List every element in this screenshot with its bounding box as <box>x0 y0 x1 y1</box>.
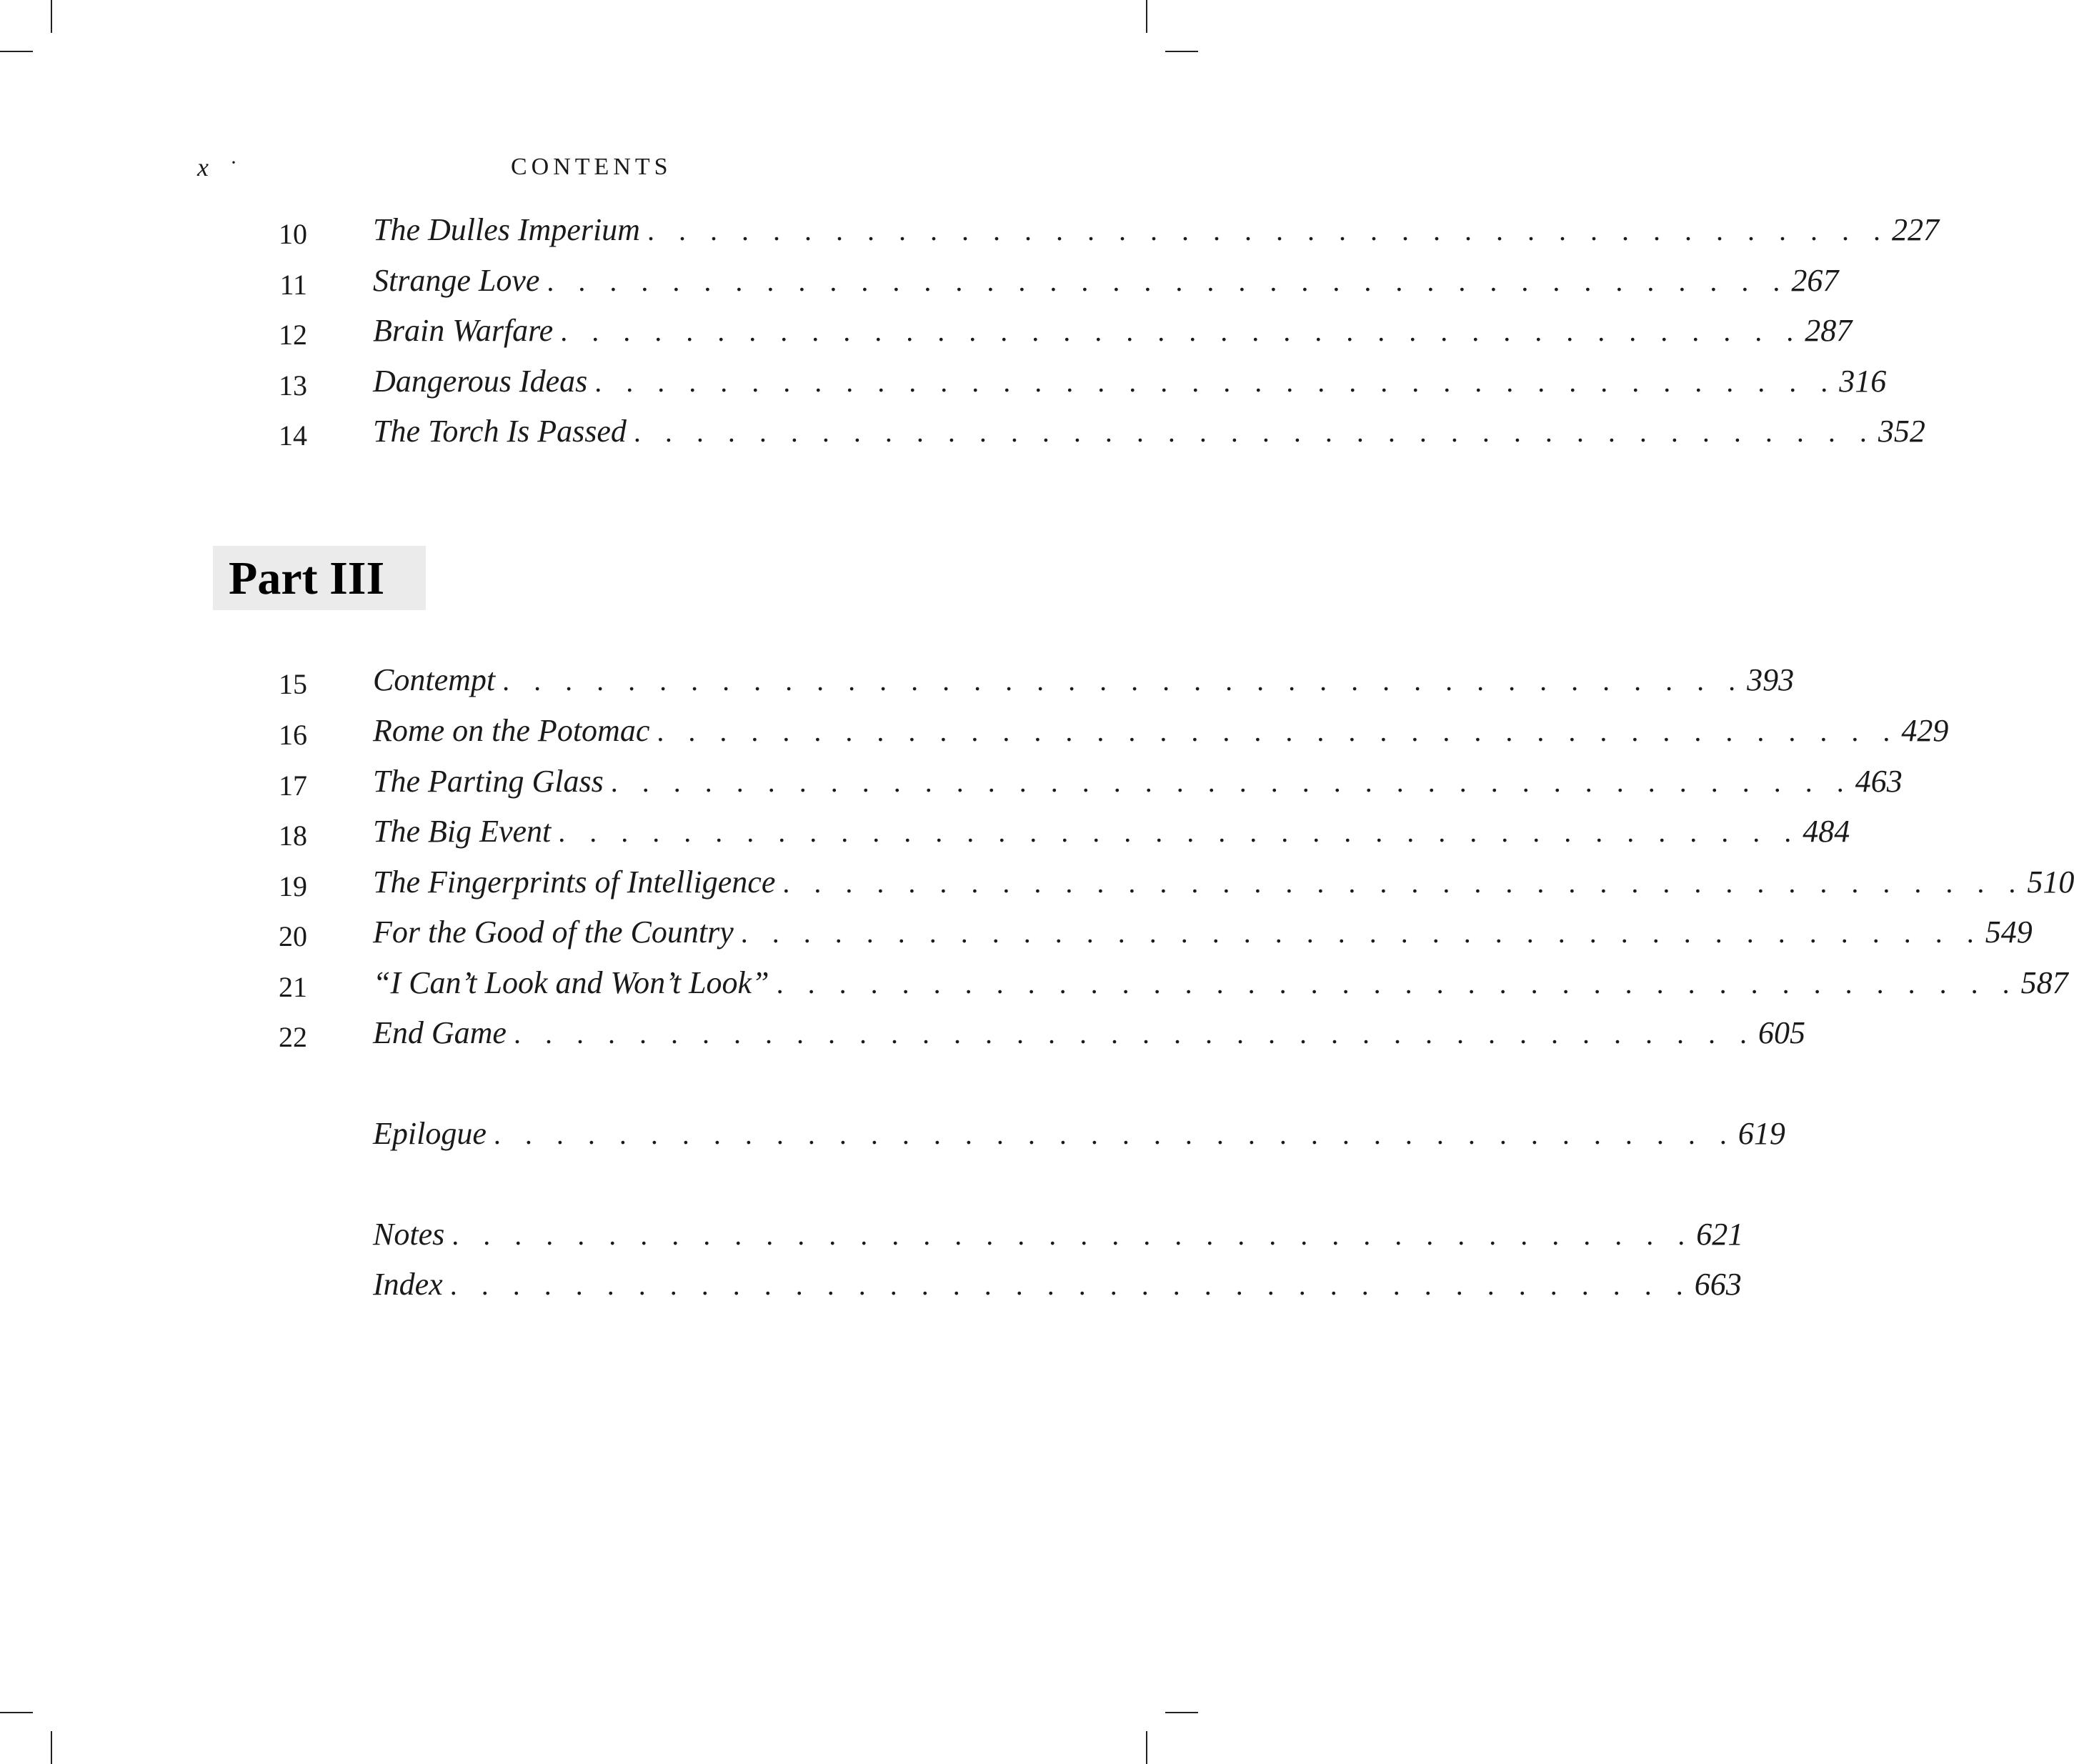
chapter-number: 22 <box>279 1021 307 1053</box>
page-folio: x <box>197 153 209 181</box>
chapter-title: Rome on the Potomac <box>373 713 650 748</box>
chapter-title: The Dulles Imperium <box>373 212 640 247</box>
running-title: CONTENTS <box>511 154 672 180</box>
crop-mark <box>1165 51 1198 52</box>
dot-leader: . . . . . . . . . . . . . . . . . . . . . . . . . . . . . . . . . . . . . . . . <box>547 265 1789 297</box>
chapter-title: The Torch Is Passed <box>373 414 627 449</box>
dot-leader: . . . . . . . . . . . . . . . . . . . . . . . . . . . . . . . . . . . . . . . . <box>594 366 1837 398</box>
part-heading <box>213 546 426 610</box>
dot-leader: . . . . . . . . . . . . . . . . . . . . . . . . . . . . . . . . . . . . . . . . <box>633 416 1875 448</box>
page-number: 663 <box>1694 1267 1742 1302</box>
page-number: 352 <box>1878 414 1925 449</box>
section-title: Epilogue <box>373 1116 487 1151</box>
page-number: 619 <box>1738 1116 1785 1151</box>
chapter-title: Brain Warfare <box>373 313 554 348</box>
dot-leader: . . . . . . . . . . . . . . . . . . . . . . . . . . . . . . . . . . . . . . . . <box>449 1269 1692 1301</box>
dot-leader: . . . . . . . . . . . . . . . . . . . . . . . . . . . . . . . . . . . . . . . . <box>740 917 1983 949</box>
chapter-number: 13 <box>279 369 307 402</box>
dot-leader: . . . . . . . . . . . . . . . . . . . . . . . . . . . . . . . . . . . . . . . . <box>782 867 2025 899</box>
page-number: 621 <box>1696 1217 1744 1252</box>
toc-entry[interactable] <box>0 812 1850 852</box>
dot-leader: . . . . . . . . . . . . . . . . . . . . . . . . . . . . . . . . . . . . . . . . <box>502 664 1745 697</box>
crop-mark <box>51 0 52 33</box>
chapter-number: 12 <box>279 319 307 351</box>
page-number: 287 <box>1805 313 1853 348</box>
toc-entry-notes[interactable] <box>0 1215 1744 1255</box>
chapter-title: The Parting Glass <box>373 764 604 799</box>
dot-leader: . . . . . . . . . . . . . . . . . . . . . . . . . . . . . . . . . . . . . . . . <box>776 967 2018 1000</box>
page-number: 510 <box>2027 864 2074 900</box>
toc-entry[interactable] <box>0 862 2074 902</box>
crop-mark <box>1165 1712 1198 1713</box>
page-number: 463 <box>1855 764 1903 799</box>
dot-leader: . . . . . . . . . . . . . . . . . . . . . . . . . . . . . . . . . . . . . . . . <box>558 816 1800 848</box>
toc-entry[interactable] <box>0 1013 1805 1053</box>
page-number: 587 <box>2020 965 2068 1000</box>
crop-mark <box>0 51 33 52</box>
dot-leader: . . . . . . . . . . . . . . . . . . . . . . . . . . . . . . . . . . . . . . . . <box>560 315 1803 347</box>
dot-leader: . . . . . . . . . . . . . . . . . . . . . . . . . . . . . . . . . . . . . . . . <box>513 1017 1755 1050</box>
dot-leader: . . . . . . . . . . . . . . . . . . . . . . . . . . . . . . . . . . . . . . . . <box>647 214 1889 246</box>
dot-leader: . . . . . . . . . . . . . . . . . . . . . . . . . . . . . . . . . . . . . . . . <box>657 715 1899 747</box>
chapter-number: 21 <box>279 971 307 1003</box>
chapter-title: For the Good of the Country <box>373 915 734 950</box>
toc-entry[interactable] <box>0 912 2033 952</box>
chapter-title: End Game <box>373 1015 507 1050</box>
crop-mark <box>1146 1731 1147 1764</box>
page-number: 429 <box>1901 713 1949 748</box>
page-number: 484 <box>1803 814 1850 849</box>
toc-entry[interactable] <box>0 660 1795 700</box>
chapter-number: 15 <box>279 668 307 700</box>
running-head <box>0 150 1198 184</box>
toc-entry-index[interactable] <box>0 1265 1742 1305</box>
chapter-title: The Big Event <box>373 814 552 849</box>
crop-mark <box>0 1712 33 1713</box>
toc-entry[interactable] <box>0 762 1903 802</box>
chapter-number: 20 <box>279 920 307 952</box>
dot-leader: . . . . . . . . . . . . . . . . . . . . . . . . . . . . . . . . . . . . . . . . <box>610 766 1853 798</box>
chapter-number: 18 <box>279 819 307 852</box>
chapter-number: 14 <box>279 419 307 452</box>
page-number: 267 <box>1791 263 1839 298</box>
toc-entry[interactable] <box>0 412 1925 452</box>
folio-separator: · <box>230 151 237 174</box>
crop-mark <box>51 1731 52 1764</box>
crop-mark <box>1146 0 1147 33</box>
toc-entry[interactable] <box>0 963 2068 1003</box>
chapter-title: “I Can’t Look and Won’t Look” <box>373 965 769 1000</box>
chapter-number: 17 <box>279 769 307 802</box>
chapter-title: Dangerous Ideas <box>373 364 588 399</box>
page-number: 227 <box>1891 212 1939 247</box>
toc-entry[interactable] <box>0 311 1853 351</box>
chapter-number: 11 <box>279 269 307 301</box>
toc-entry[interactable] <box>0 210 1939 250</box>
part-heading-label: Part III <box>229 552 385 604</box>
chapter-title: Strange Love <box>373 263 540 298</box>
section-title: Index <box>373 1267 443 1302</box>
page-number: 549 <box>1985 915 2033 950</box>
chapter-number: 19 <box>279 870 307 902</box>
dot-leader: . . . . . . . . . . . . . . . . . . . . . . . . . . . . . . . . . . . . . . . . <box>493 1118 1735 1150</box>
toc-entry[interactable] <box>0 362 1887 402</box>
toc-entry[interactable] <box>0 711 1949 751</box>
chapter-number: 16 <box>279 719 307 751</box>
chapter-title: The Fingerprints of Intelligence <box>373 864 776 900</box>
chapter-number: 10 <box>279 218 307 250</box>
page-number: 605 <box>1758 1015 1805 1050</box>
chapter-title: Contempt <box>373 662 496 697</box>
section-title: Notes <box>373 1217 445 1252</box>
toc-entry-epilogue[interactable] <box>0 1114 1785 1154</box>
page-number: 393 <box>1747 662 1795 697</box>
toc-entry[interactable] <box>0 261 1839 301</box>
page-number: 316 <box>1839 364 1887 399</box>
dot-leader: . . . . . . . . . . . . . . . . . . . . . . . . . . . . . . . . . . . . . . . . <box>452 1219 1694 1251</box>
